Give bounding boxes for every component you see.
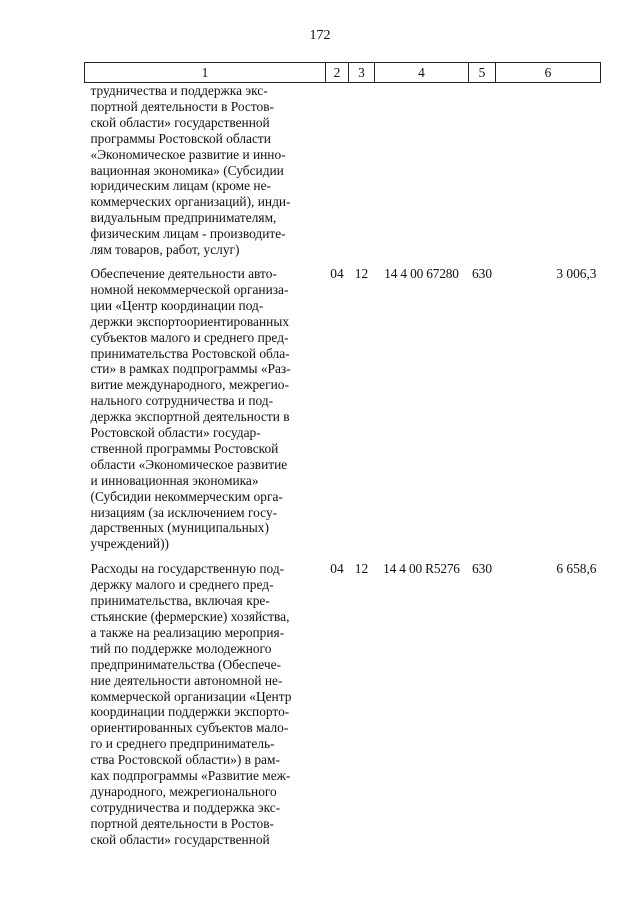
header-col-2: 2 [326, 63, 349, 83]
row-description: Обеспечение деятельности авто- номной некоммерческой организа- ции «Центр координации под- держки экспортоориентированных субъектов малого и среднего пред- принимательства Ростовской обла- сти» в рамках подпрограммы «Раз- витие международного, межрегио- нального сотрудничества и под- держка экспортной деятельности в Ростовской области» государ- ственной программы Ростовской области «Экономическое развитие и инновационная экономика» (Субсидии некоммерческим орга- низациям (за исключением госу- дарственных (муниципальных) учреждений)) [90, 265, 291, 552]
row-target-article [375, 83, 469, 263]
row-section: 04 [330, 561, 344, 577]
table-header-row [85, 63, 601, 83]
row-subsection [349, 83, 375, 263]
header-col-3: 3 [349, 63, 375, 83]
page-number: 172 [309, 28, 331, 43]
row-subsection: 12 [354, 265, 369, 281]
row-section: 04 [330, 265, 344, 281]
row-subsection: 12 [354, 561, 369, 577]
header-col-6: 6 [496, 63, 601, 83]
table-row [85, 558, 601, 847]
row-description: трудничества и поддержка экс- портной деятельности в Ростов- ской области» государственной программы Ростовской области «Экономическое развитие и инно- вационная экономика» (Субсидии юридическим лицам (кроме не- коммерческих организаций), инди- видуальным предпринимателям, физическим лицам - производите- лям товаров, работ, услуг) [90, 83, 291, 258]
header-col-5: 5 [469, 63, 496, 83]
table-row [85, 83, 601, 263]
row-amount: 3 006,3 [556, 265, 597, 281]
row-target-article: 14 4 00 67280 [384, 265, 459, 281]
row-section [326, 83, 349, 263]
table-row [85, 263, 601, 558]
row-description: Расходы на государственную под- держку малого и среднего пред- принимательства, включая кре- стьянские (фермерские) хозяйства, а также на реализацию мероприя- тий по поддержке молодежного предпринимательства (Обеспече- ние деятельности автономной не- коммерческой организации «Центр координации поддержки экспорто- ориентированных субъектов мало- го и среднего предприниматель- ства Ростовской области») в рам- ках подпрограммы «Развитие меж- дународного, межрегионального сотрудничества и поддержка экс- портной деятельности в Ростов- ской области» государственной [90, 561, 292, 847]
budget-table [84, 62, 601, 848]
row-expense-type: 630 [471, 561, 493, 577]
header-col-4: 4 [375, 63, 469, 83]
row-expense-type: 630 [471, 265, 493, 281]
row-expense-type [469, 83, 496, 263]
row-target-article: 14 4 00 R5276 [383, 561, 460, 577]
row-amount: 6 658,6 [556, 561, 597, 577]
row-amount [496, 83, 601, 263]
header-col-1: 1 [85, 63, 326, 83]
